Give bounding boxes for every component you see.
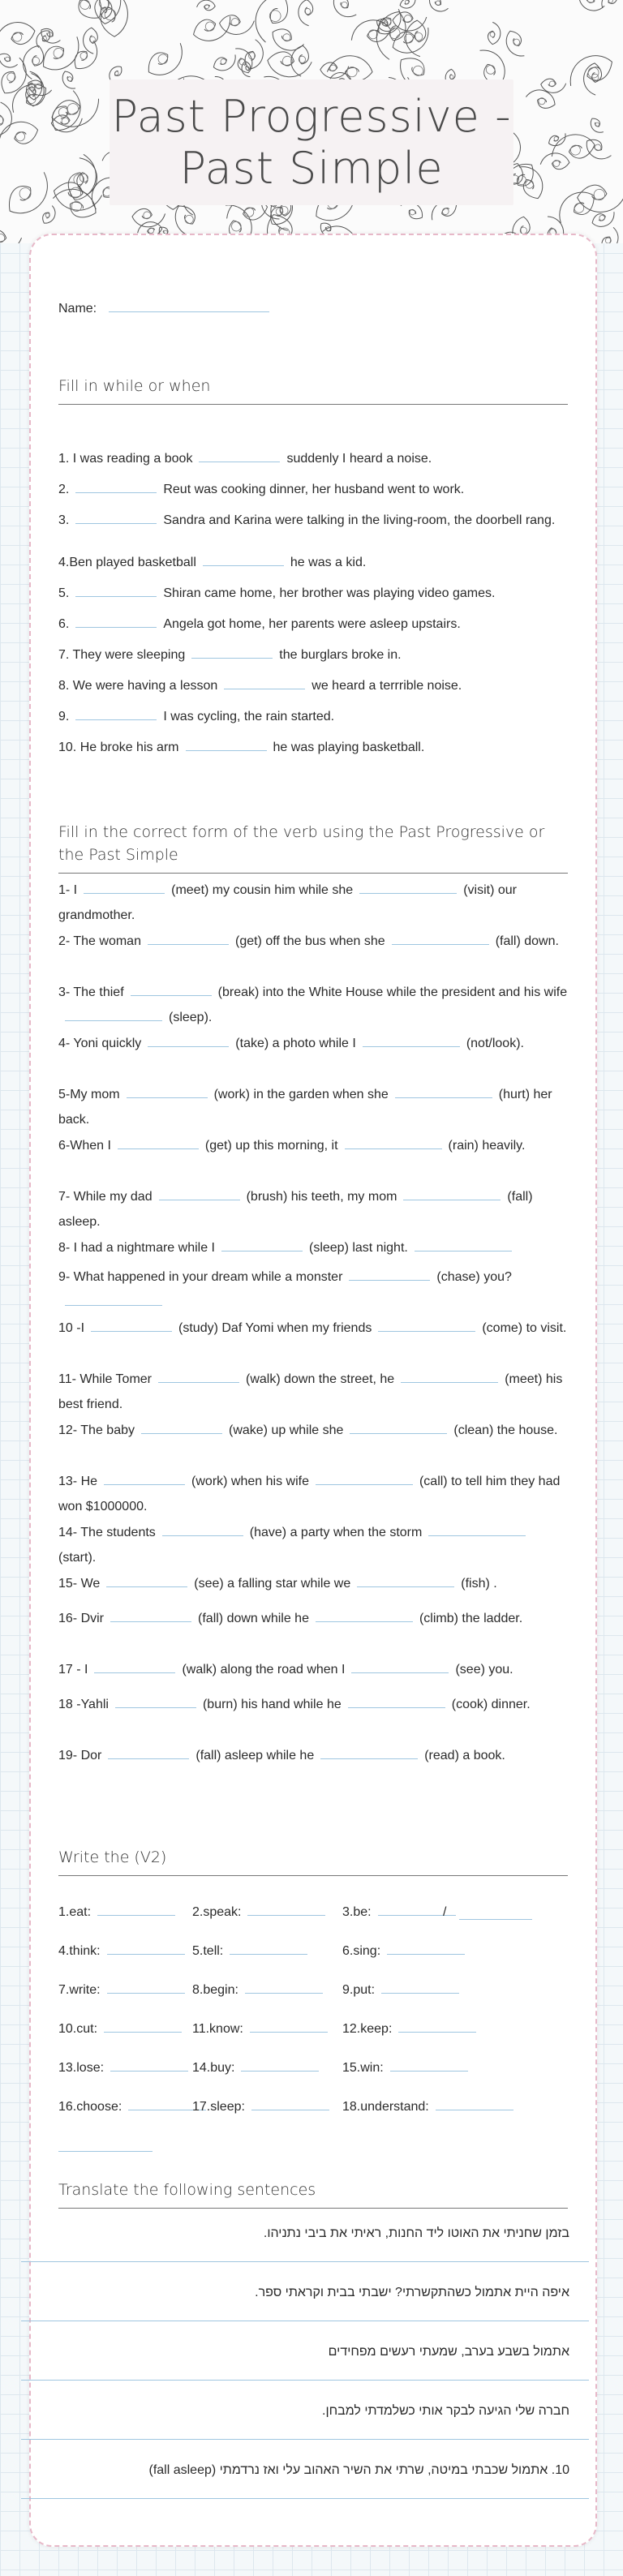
name-row [58,300,269,316]
answer-blank[interactable] [348,1696,445,1708]
item-text: 7- While my dad [58,1190,153,1204]
answer-blank[interactable] [162,1524,243,1536]
paisley-mark [0,51,19,71]
paisley-mark [131,207,166,228]
item-text: (study) Daf Yomi when my friends [178,1321,372,1335]
item-text: (meet) his best friend. [58,1372,563,1411]
item-text: Sandra and Karina were talking in the living-room, the doorbell rang. [163,513,556,527]
v2-label: 9.put: [342,1983,376,1997]
name-field[interactable] [109,300,269,312]
list-item [58,735,569,760]
item-text: (sleep). [169,1011,213,1024]
item-text: (meet) my cousin him while she [171,883,354,897]
answer-blank[interactable] [320,1747,418,1759]
list-item [58,673,569,698]
answer-blank[interactable] [106,1575,187,1587]
answer-blank[interactable] [127,1086,208,1098]
answer-line[interactable] [21,2498,589,2499]
answer-blank[interactable] [251,2098,329,2110]
answer-blank[interactable] [247,1904,325,1916]
answer-blank[interactable] [345,1137,442,1149]
v2-item [192,1977,329,2003]
item-text: (fall) asleep. [58,1190,533,1229]
item-text: (read) a book. [424,1749,505,1762]
v2-item [58,2094,213,2119]
answer-line[interactable] [21,2261,589,2262]
paisley-mark [524,87,557,110]
list-item [58,1184,569,1234]
item-text: (see) you. [455,1663,513,1677]
list-item [58,878,569,928]
worksheet [29,234,597,2547]
answer-blank[interactable] [131,984,212,996]
paisley-mark [269,26,307,56]
item-text: (fall) down while he [198,1612,309,1625]
item-text: 10 -I [58,1321,85,1335]
list-item [58,446,569,471]
answer-blank[interactable] [378,1320,475,1332]
list-item [58,1133,569,1158]
item-text: 4- Yoni quickly [58,1037,142,1050]
list-item [58,1316,569,1341]
answer-blank[interactable] [108,1747,189,1759]
v2-label: 4.think: [58,1944,101,1958]
item-text: 2. [58,483,70,496]
paisley-mark [219,14,255,36]
item-text: (fish) . [461,1577,497,1591]
answer-blank[interactable] [191,646,273,659]
item-text: (wake) up while she [229,1423,344,1437]
section-v2-heading: Write the (V2) [58,1846,568,1876]
answer-blank[interactable] [141,1422,222,1434]
item-text: (clean) the house. [453,1423,558,1437]
paisley-mark [576,181,623,215]
answer-blank[interactable] [75,512,157,524]
list-item [58,980,569,1030]
answer-blank[interactable] [436,2098,513,2110]
v2-label: 11.know: [192,2022,243,2036]
list-item [58,1606,569,1631]
item-text: 9. [58,710,70,723]
answer-blank[interactable] [75,585,157,597]
v2-item [342,2094,520,2119]
paisley-mark [143,36,191,83]
list-item [58,1520,569,1570]
answer-blank[interactable] [84,882,165,894]
answer-blank[interactable] [245,1981,323,1994]
v2-item [58,1977,191,2003]
item-text: (break) into the White House while the president and his wife [217,985,568,999]
paisley-mark [329,0,360,22]
paisley-mark [598,0,620,11]
item-text: (come) to visit. [482,1321,567,1335]
answer-blank[interactable] [316,1473,413,1485]
list-item [58,1469,569,1519]
answer-blank[interactable] [392,933,489,945]
item-text: (work) in the garden when she [213,1088,389,1101]
item-text: 9- What happened in your dream while a monster [58,1270,343,1284]
answer-blank[interactable] [115,1696,196,1708]
answer-blank[interactable] [199,450,280,462]
v2-label: 12.keep: [342,2022,393,2036]
v2-label: 2.speak: [192,1905,242,1919]
answer-blank[interactable] [241,2059,319,2072]
v2-item [192,1938,314,1964]
paisley-mark [404,19,428,58]
section-while-when-heading: Fill in while or when [58,375,568,405]
item-text: 15- We [58,1577,101,1591]
paisley-mark [582,136,614,165]
item-text: (have) a party when the storm [249,1526,423,1539]
paisley-mark [587,116,606,135]
item-text: 14- The students [58,1526,156,1539]
answer-blank[interactable] [221,1239,303,1252]
item-text: (fall) asleep while he [195,1749,315,1762]
translation-sentence: אתמול בשבע בערב, שמעתי רעשים מפחידים [328,2345,569,2359]
paisley-mark [548,130,597,165]
list-item [58,1571,569,1596]
list-item [58,1692,569,1717]
paisley-mark [211,50,239,75]
item-text: (fall) down. [495,934,559,948]
list-item [58,1418,569,1443]
item-text: 6-When I [58,1139,111,1153]
list-item [58,612,569,637]
list-item [58,508,569,533]
answer-blank[interactable] [401,1371,498,1383]
item-text: 5. [58,586,70,600]
item-text: the burglars broke in. [279,648,402,662]
v2-item [58,1938,191,1964]
item-text: (start). [58,1551,97,1565]
item-text: 10. He broke his arm [58,741,179,754]
item-text: I was cycling, the rain started. [163,710,335,723]
paisley-mark [196,0,215,11]
item-text: (rain) heavily. [448,1139,526,1153]
paisley-mark [100,0,113,19]
paisley-mark [372,8,409,61]
paisley-mark [590,208,617,231]
answer-blank[interactable] [118,1137,199,1149]
list-item [58,1031,569,1056]
v2-label: 17.sleep: [192,2100,245,2114]
item-text: (chase) you? [436,1270,512,1284]
answer-blank[interactable] [104,1473,185,1485]
paisley-mark [267,51,312,77]
paisley-mark [562,47,617,94]
item-text: (hurt) her back. [58,1088,552,1127]
list-item [58,929,569,954]
answer-blank[interactable] [107,1943,185,1955]
v2-item [192,1900,332,1925]
answer-blank[interactable] [357,1575,454,1587]
v2-label: 10.cut: [58,2022,98,2036]
translation-sentence: בזמן שחניתי את האוטו ליד החנות, ראיתי את ביבי נתניהו. [263,2226,569,2240]
answer-blank[interactable] [159,1188,240,1200]
answer-blank[interactable] [390,2059,468,2072]
title-box [110,79,513,205]
list-item [58,1367,569,1417]
item-text: 8. We were having a lesson [58,679,218,693]
answer-blank[interactable] [316,1610,413,1622]
paisley-mark [501,28,530,61]
answer-blank[interactable] [203,554,284,566]
translation-sentence: 10. אתמול שכבתי במיטה, שרתי את השיר האהוב עלי ואז נרדמתי (fall asleep) [148,2463,569,2477]
item-text: Shiran came home, her brother was playing video games. [163,586,496,600]
v2-item [192,2055,325,2080]
paisley-mark [71,37,103,75]
v2-label: 15.win: [342,2061,384,2075]
paisley-mark [488,22,500,44]
item-text: (climb) the ladder. [419,1612,523,1625]
answer-blank[interactable] [459,1908,532,1920]
answer-blank[interactable] [110,2059,188,2072]
name-label: Name: [58,302,97,316]
answer-blank[interactable] [363,1035,460,1047]
list-item [58,1264,569,1315]
paisley-mark [62,0,110,24]
item-text: (get) up this morning, it [204,1139,338,1153]
item-text: (work) when his wife [191,1475,309,1488]
v2-label: 3.be: [342,1905,372,1919]
item-text: 8- I had a nightmare while I [58,1241,215,1255]
item-text: suddenly I heard a noise. [286,452,432,466]
paisley-mark [37,30,88,79]
paisley-mark [539,152,569,170]
item-text: 13- He [58,1475,98,1488]
paisley-mark [0,116,41,152]
answer-blank[interactable] [91,1320,172,1332]
item-text: Angela got home, her parents were asleep upstairs. [163,617,461,631]
item-text: he was playing basketball. [273,741,425,754]
item-text: 19- Dor [58,1749,102,1762]
item-text: (get) off the bus when she [234,934,385,948]
answer-blank[interactable] [107,1981,185,1994]
item-text: Reut was cooking dinner, her husband went to work. [163,483,465,496]
item-text: (walk) down the street, he [246,1372,395,1386]
answer-blank[interactable] [350,1422,447,1434]
item-text: 18 -Yahli [58,1698,109,1711]
paisley-mark [547,130,569,149]
item-text: 1. I was reading a book [58,452,193,466]
list-item [58,581,569,606]
paisley-mark [47,87,87,136]
list-item [58,1235,569,1260]
v2-label: 1.eat: [58,1905,92,1919]
answer-blank[interactable] [158,1371,239,1383]
list-item [58,1657,569,1682]
v2-item [342,1938,471,1964]
v2-item [192,2094,336,2119]
answer-blank[interactable] [75,481,157,493]
answer-blank[interactable] [403,1188,501,1200]
paisley-mark [190,9,237,48]
paisley-mark [240,60,254,78]
item-text: 2- The woman [58,934,141,948]
item-text: 6. [58,617,70,631]
list-item [58,1743,569,1768]
item-text: (brush) his teeth, my mom [246,1190,397,1204]
item-text: 17 - I [58,1663,88,1677]
answer-blank[interactable] [58,2140,153,2152]
v2-item [58,1900,182,1925]
answer-blank[interactable] [75,616,157,628]
item-text: 5-My mom [58,1088,120,1101]
paisley-mark [398,0,418,11]
answer-line[interactable] [21,2439,589,2440]
item-text: (walk) along the road when I [182,1663,346,1677]
item-text: 11- While Tomer [58,1372,152,1386]
v2-label: 14.buy: [192,2061,235,2075]
answer-blank[interactable] [104,2020,182,2033]
answer-blank[interactable] [110,1610,191,1622]
item-text: 12- The baby [58,1423,135,1437]
answer-blank[interactable] [65,1294,162,1306]
paisley-mark [374,5,406,40]
translation-sentence: חברה שלי הגיעה לבקר אותי כשלמדתי למבחן. [322,2404,569,2418]
paisley-mark [320,60,350,79]
answer-blank[interactable] [349,1269,430,1281]
paisley-mark [20,44,46,81]
item-text: (not/look). [466,1037,524,1050]
paisley-mark [0,17,37,53]
answer-blank[interactable] [415,1239,512,1252]
paisley-mark [0,102,12,135]
paisley-mark [0,230,22,243]
item-text: 3. [58,513,70,527]
answer-blank[interactable] [224,677,305,689]
v2-label: 8.begin: [192,1983,238,1997]
item-text: (call) to tell him they had won $1000000. [58,1475,561,1513]
section-translate-heading: Translate the following sentences [58,2179,568,2209]
answer-blank[interactable] [94,1661,175,1673]
v2-label: 16.choose: [58,2100,122,2114]
separator: / [443,1905,447,1919]
answer-blank[interactable] [428,1524,526,1536]
v2-item [342,1977,466,2003]
paisley-mark [82,28,98,54]
paisley-mark [426,0,449,15]
answer-blank[interactable] [148,933,229,945]
answer-blank[interactable] [381,1981,459,1994]
paisley-mark [599,225,622,243]
answer-blank[interactable] [398,2020,476,2033]
item-text: (visit) our grandmother. [58,883,517,922]
item-text: (take) a photo while I [235,1037,356,1050]
answer-blank[interactable] [75,708,157,720]
page-title-line1: Past Progressive - [111,90,512,142]
item-text: (burn) his hand while he [202,1698,342,1711]
v2-label: 18.understand: [342,2100,429,2114]
v2-item [58,2055,195,2080]
v2-label: 7.write: [58,1983,101,1997]
v2-item [342,2016,483,2041]
paisley-mark [298,0,315,27]
answer-blank[interactable] [97,1904,175,1916]
answer-blank[interactable] [359,882,457,894]
paisley-mark [41,204,58,226]
page-title-line2: Past Simple [179,142,444,194]
item-text: 7. They were sleeping [58,648,186,662]
item-text: we heard a terrrible noise. [312,679,462,693]
item-text: 1- I [58,883,78,897]
item-text: (sleep) last night. [309,1241,408,1255]
v2-label: 6.sing: [342,1944,381,1958]
paisley-mark [48,89,105,135]
list-item [58,550,569,575]
item-text: he was a kid. [290,556,367,569]
v2-item [58,2016,188,2041]
answer-blank[interactable] [65,1009,162,1021]
v2-label: 13.lose: [58,2061,105,2075]
answer-blank[interactable] [148,1035,229,1047]
answer-blank[interactable] [186,739,267,751]
paisley-mark [94,0,122,24]
section-verb-form-heading: Fill in the correct form of the verb using the Past Progressive or the Past Simple [58,821,568,874]
list-item [58,477,569,502]
answer-blank[interactable] [387,1943,465,1955]
item-text: (see) a falling star while we [194,1577,351,1591]
answer-blank[interactable] [250,2020,328,2033]
item-text: (cook) dinner. [451,1698,531,1711]
answer-blank[interactable] [395,1086,492,1098]
answer-line[interactable] [21,2380,589,2381]
v2-item [192,2016,334,2041]
paisley-mark [59,69,79,92]
answer-blank[interactable] [230,1943,307,1955]
paisley-mark [248,0,293,46]
item-text: 16- Dvir [58,1612,105,1625]
list-item [58,642,569,668]
item-text: 3- The thief [58,985,124,999]
v2-item [342,2055,475,2080]
answer-blank[interactable] [351,1661,449,1673]
v2-label: 5.tell: [192,1944,224,1958]
list-item [58,704,569,729]
list-item [58,1082,569,1132]
item-text: 4.Ben played basketball [58,556,196,569]
translation-sentence: איפה היית אתמול כשהתקשרתי? ישבתי בבית וקראתי ספר. [255,2286,569,2299]
